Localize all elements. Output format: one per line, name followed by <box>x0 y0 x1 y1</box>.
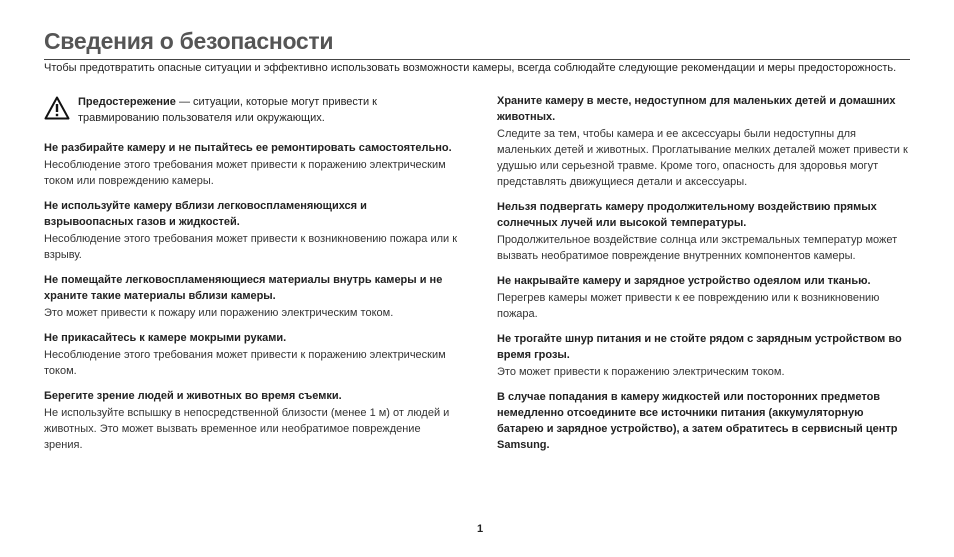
safety-item-heading: Нельзя подвергать камеру продолжительному воздействию прямых солнечных лучей или высокой температуры. <box>497 201 877 229</box>
safety-item-heading: Не разбирайте камеру и не пытайтесь ее ремонтировать самостоятельно. <box>44 142 452 154</box>
safety-item <box>44 140 458 189</box>
safety-item-heading: Храните камеру в месте, недоступном для маленьких детей и домашних животных. <box>497 95 896 123</box>
right-items-list <box>497 93 911 453</box>
safety-item-heading: Не трогайте шнур питания и не стойте рядом с зарядным устройством во время грозы. <box>497 333 902 361</box>
left-items-list <box>44 140 458 453</box>
left-column <box>44 94 458 462</box>
warning-triangle-icon <box>44 96 70 120</box>
right-column <box>497 93 911 462</box>
safety-item-heading: Не используйте камеру вблизи легковоспламеняющихся и взрывоопасных газов и жидкостей. <box>44 200 367 228</box>
caution-text <box>78 94 458 126</box>
caution-note <box>44 94 458 126</box>
safety-item <box>497 199 911 264</box>
caution-description: — ситуации, которые могут привести к травмированию пользователя или окружающих. <box>78 96 377 124</box>
title-divider <box>44 59 910 60</box>
caution-term: Предостережение <box>78 96 176 108</box>
page-number: 1 <box>476 523 484 535</box>
intro-text: Чтобы предотвратить опасные ситуации и эффективно использовать возможности камеры, всегда соблюдайте следующие рекомендации и меры предосторожность. <box>44 62 897 74</box>
safety-item-body: Несоблюдение этого требования может привести к возникновению пожара или к взрыву. <box>44 233 458 261</box>
safety-item <box>44 388 458 453</box>
safety-item-heading: Не помещайте легковоспламеняющиеся материалы внутрь камеры и не храните такие материалы вблизи камеры. <box>44 274 443 302</box>
safety-item-body: Продолжительное воздействие солнца или экстремальных температур может вызвать необратимое повреждение внутренних компонентов камеры. <box>497 234 898 262</box>
page-title: Сведения о безопасности <box>44 28 334 54</box>
safety-item-body: Следите за тем, чтобы камера и ее аксессуары были недоступны для маленьких детей и животных. Проглатывание мелких деталей может привести к удушью или серьезной травме. Кроме того, опасность для здоровья могут представлять движущиеся детали и аксессуары. <box>497 128 908 188</box>
safety-item <box>44 198 458 263</box>
safety-item-body: Перегрев камеры может привести к ее повреждению или к возникновению пожара. <box>497 292 880 320</box>
safety-item-body: Несоблюдение этого требования может привести к поражению электрическим током. <box>44 349 446 377</box>
safety-item <box>44 272 458 321</box>
safety-item-body: Несоблюдение этого требования может привести к поражению электрическим током или повреждению камеры. <box>44 159 446 187</box>
safety-item-heading: Берегите зрение людей и животных во время съемки. <box>44 390 342 402</box>
safety-item <box>497 331 911 380</box>
safety-item-heading: Не прикасайтесь к камере мокрыми руками. <box>44 332 287 344</box>
safety-item-body: Не используйте вспышку в непосредственной близости (менее 1 м) от людей и животных. Это может вызвать временное или необратимое повреждение зрения. <box>44 407 450 451</box>
safety-item-heading: Не накрывайте камеру и зарядное устройство одеялом или тканью. <box>497 275 871 287</box>
safety-item <box>497 273 911 322</box>
safety-item-body: Это может привести к поражению электрическим током. <box>497 366 785 378</box>
safety-item <box>497 389 911 453</box>
safety-item <box>44 330 458 379</box>
safety-item-heading: В случае попадания в камеру жидкостей или посторонних предметов немедленно отсоедините все источники питания (аккумуляторную батарею и зарядное устройство), а затем обратитесь в сервисный центр Samsung. <box>497 391 898 451</box>
safety-item-body: Это может привести к пожару или поражению электрическим током. <box>44 307 394 319</box>
safety-item <box>497 93 911 190</box>
